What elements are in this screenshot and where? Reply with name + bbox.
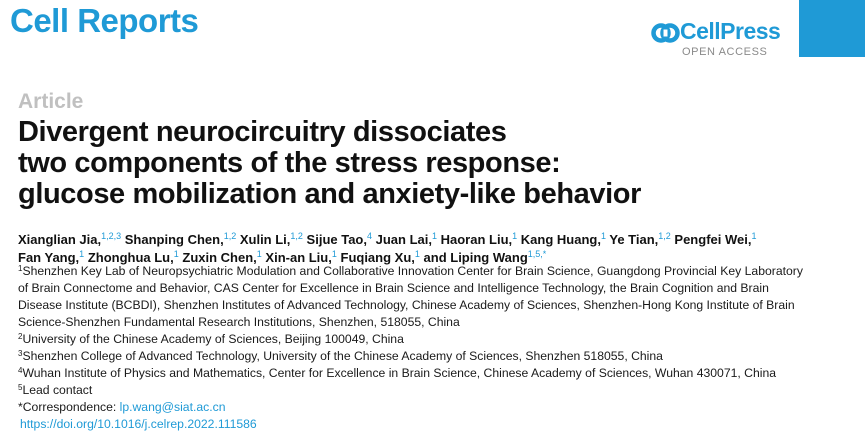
title-line: glucose mobilization and anxiety-like behavior [18, 178, 641, 210]
doi-link[interactable]: https://doi.org/10.1016/j.celrep.2022.111586 [20, 417, 257, 431]
author: Juan Lai,$^1$ [375, 231, 437, 247]
title-line: two components of the stress response: [18, 147, 561, 179]
author: Fan Yang,$^1$ [18, 249, 85, 265]
publisher-name: CellPress [680, 18, 781, 44]
open-access-label: OPEN ACCESS [682, 46, 768, 58]
correspondence: *Correspondence: lp.wang@siat.ac.cn [18, 400, 226, 414]
author: Sijue Tao,$^4$ [306, 231, 372, 247]
corner-brand-block [799, 0, 865, 57]
author: and Liping Wang$^{1,5,*}$ [423, 249, 547, 265]
correspondence-email-link[interactable]: lp.wang@siat.ac.cn [119, 400, 226, 414]
affiliation-list [18, 263, 808, 433]
cellpress-logo-icon [650, 18, 680, 48]
author: Shanping Chen,$^{1,2}$ [124, 231, 237, 247]
author: Kang Huang,$^1$ [520, 231, 606, 247]
affiliation: $^2$University of the Chinese Academy of Sciences, Beijing 100049, China [18, 332, 404, 346]
author-list [18, 231, 808, 267]
affiliation: $^4$Wuhan Institute of Physics and Mathematics, Center for Excellence in Brain Science, Chinese Academy of Sciences, Wuhan 430071, China [18, 366, 777, 380]
article-type: Article [18, 90, 84, 113]
title-line: Divergent neurocircuitry dissociates [18, 116, 507, 148]
article-title [18, 117, 778, 210]
doi [18, 416, 808, 433]
affiliation: $^1$Shenzhen Key Lab of Neuropsychiatric Modulation and Collaborative Innovation Center for Brain Science, Guangdong Provincial Key Laboratory of Brain Connectome and Behavior, CAS Center for Excellence in Brain Science and Intelligence Technology, the Brain Cognition and Brain Disease Institute (BCBDI), Shenzhen Institutes of Advanced Technology, Chinese Academy of Sciences, Shenzhen-Hong Kong Institute of Brain Science-Shenzhen Fundamental Research Institutions, Shenzhen, 518055, China [18, 264, 803, 329]
author: Haoran Liu,$^1$ [440, 231, 518, 247]
author: Xulin Li,$^{1,2}$ [239, 231, 303, 247]
author: Fuqiang Xu,$^1$ [340, 249, 420, 265]
journal-name: Cell Reports [10, 2, 199, 39]
author: Zhonghua Lu,$^1$ [87, 249, 179, 265]
author: Ye Tian,$^{1,2}$ [609, 231, 671, 247]
author: Xianglian Jia,$^{1,2,3}$ [18, 231, 122, 247]
author: Pengfei Wei,$^1$ [674, 231, 757, 247]
affiliation: $^3$Shenzhen College of Advanced Technology, University of the Chinese Academy of Sciences, Shenzhen 518055, China [18, 349, 663, 363]
author: Xin-an Liu,$^1$ [265, 249, 337, 265]
publisher-logo [650, 16, 780, 60]
author: Zuxin Chen,$^1$ [182, 249, 262, 265]
affiliation: $^5$Lead contact [18, 383, 93, 397]
